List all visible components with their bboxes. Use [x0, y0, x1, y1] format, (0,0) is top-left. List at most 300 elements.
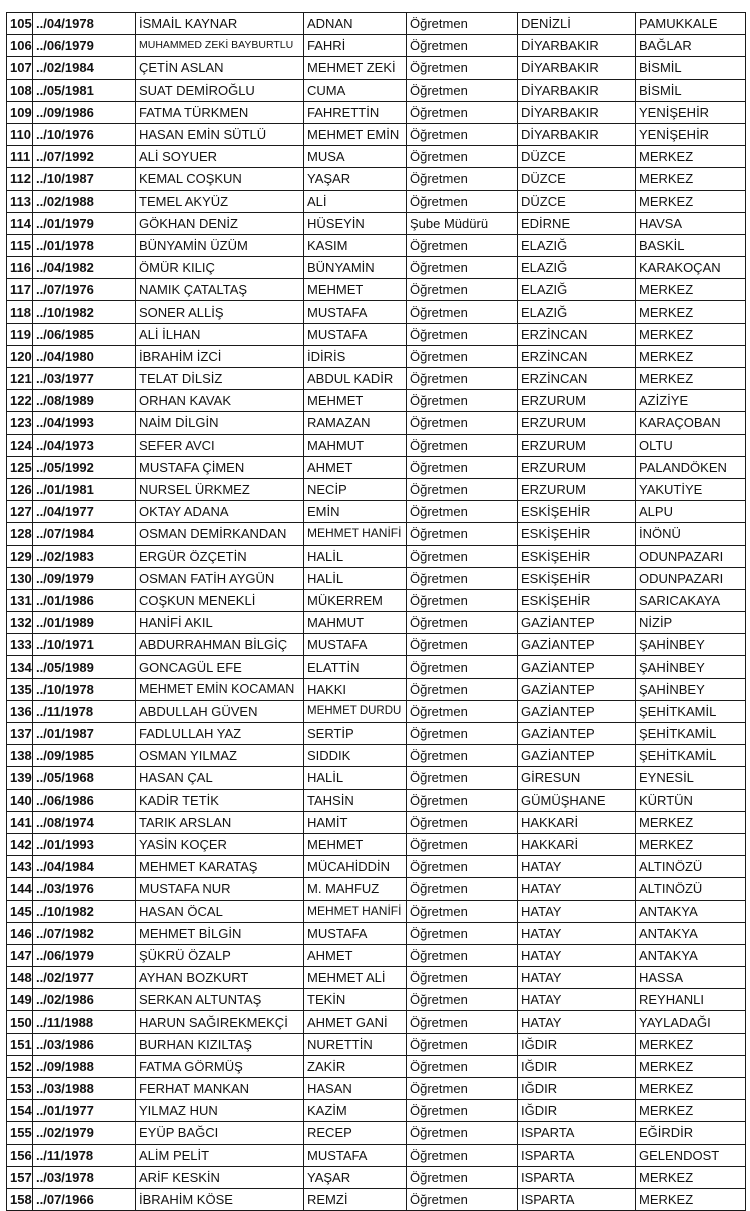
birth-date-cell: ../02/1977: [33, 967, 136, 989]
district-cell: MERKEZ: [636, 1033, 746, 1055]
province-cell: ERZURUM: [518, 412, 636, 434]
table-row: [7, 856, 746, 878]
father-name-cell: MÜCAHİDDİN: [304, 856, 407, 878]
birth-date-cell: ../02/1986: [33, 989, 136, 1011]
birth-date-cell: ../01/1977: [33, 1100, 136, 1122]
birth-date-cell: ../01/1986: [33, 589, 136, 611]
row-number-cell: 138: [7, 745, 33, 767]
birth-date-cell: ../03/1978: [33, 1166, 136, 1188]
row-number-cell: 139: [7, 767, 33, 789]
father-name-cell: HÜSEYİN: [304, 212, 407, 234]
job-title-cell: Öğretmen: [407, 922, 518, 944]
province-cell: GAZİANTEP: [518, 656, 636, 678]
district-cell: KÜRTÜN: [636, 789, 746, 811]
row-number-cell: 114: [7, 212, 33, 234]
province-cell: HATAY: [518, 944, 636, 966]
table-row: [7, 1055, 746, 1077]
father-name-cell: KASIM: [304, 234, 407, 256]
birth-date-cell: ../09/1979: [33, 567, 136, 589]
table-row: [7, 789, 746, 811]
job-title-cell: Öğretmen: [407, 567, 518, 589]
full-name-cell: MEHMET BİLGİN: [136, 922, 304, 944]
district-cell: BASKİL: [636, 234, 746, 256]
father-name-cell: KAZİM: [304, 1100, 407, 1122]
birth-date-cell: ../10/1982: [33, 301, 136, 323]
table-row: [7, 811, 746, 833]
province-cell: ERZURUM: [518, 390, 636, 412]
table-row: [7, 745, 746, 767]
job-title-cell: Öğretmen: [407, 434, 518, 456]
row-number-cell: 119: [7, 323, 33, 345]
province-cell: ESKİŞEHİR: [518, 589, 636, 611]
district-cell: MERKEZ: [636, 833, 746, 855]
district-cell: NİZİP: [636, 612, 746, 634]
father-name-cell: AHMET: [304, 456, 407, 478]
province-cell: GAZİANTEP: [518, 723, 636, 745]
job-title-cell: Öğretmen: [407, 634, 518, 656]
row-number-cell: 143: [7, 856, 33, 878]
row-number-cell: 111: [7, 146, 33, 168]
district-cell: ODUNPAZARI: [636, 545, 746, 567]
birth-date-cell: ../03/1976: [33, 878, 136, 900]
table-row: [7, 323, 746, 345]
table-row: [7, 723, 746, 745]
table-row: [7, 1011, 746, 1033]
province-cell: DİYARBAKIR: [518, 79, 636, 101]
father-name-cell: FAHRİ: [304, 35, 407, 57]
job-title-cell: Öğretmen: [407, 478, 518, 500]
full-name-cell: KEMAL COŞKUN: [136, 168, 304, 190]
province-cell: DİYARBAKIR: [518, 123, 636, 145]
district-cell: MERKEZ: [636, 168, 746, 190]
birth-date-cell: ../11/1988: [33, 1011, 136, 1033]
district-cell: MERKEZ: [636, 1166, 746, 1188]
father-name-cell: MEHMET DURDU: [304, 700, 407, 722]
province-cell: ERZURUM: [518, 456, 636, 478]
father-name-cell: TAHSİN: [304, 789, 407, 811]
father-name-cell: YAŞAR: [304, 1166, 407, 1188]
district-cell: BİSMİL: [636, 79, 746, 101]
full-name-cell: TARIK ARSLAN: [136, 811, 304, 833]
father-name-cell: BÜNYAMİN: [304, 257, 407, 279]
full-name-cell: MUSTAFA NUR: [136, 878, 304, 900]
district-cell: KARAKOÇAN: [636, 257, 746, 279]
birth-date-cell: ../05/1981: [33, 79, 136, 101]
district-cell: YAYLADAĞI: [636, 1011, 746, 1033]
district-cell: MERKEZ: [636, 1078, 746, 1100]
father-name-cell: M. MAHFUZ: [304, 878, 407, 900]
father-name-cell: HALİL: [304, 545, 407, 567]
district-cell: ALPU: [636, 501, 746, 523]
full-name-cell: ALİ İLHAN: [136, 323, 304, 345]
district-cell: AZİZİYE: [636, 390, 746, 412]
birth-date-cell: ../07/1966: [33, 1188, 136, 1210]
district-cell: SARICAKAYA: [636, 589, 746, 611]
full-name-cell: BURHAN KIZILTAŞ: [136, 1033, 304, 1055]
full-name-cell: ÇETİN ASLAN: [136, 57, 304, 79]
province-cell: DÜZCE: [518, 168, 636, 190]
province-cell: HAKKARİ: [518, 811, 636, 833]
job-title-cell: Öğretmen: [407, 79, 518, 101]
district-cell: ŞAHİNBEY: [636, 656, 746, 678]
job-title-cell: Öğretmen: [407, 190, 518, 212]
province-cell: ERZİNCAN: [518, 345, 636, 367]
table-row: [7, 368, 746, 390]
row-number-cell: 105: [7, 13, 33, 35]
birth-date-cell: ../07/1982: [33, 922, 136, 944]
birth-date-cell: ../10/1978: [33, 678, 136, 700]
full-name-cell: YASİN KOÇER: [136, 833, 304, 855]
father-name-cell: MUSTAFA: [304, 1144, 407, 1166]
province-cell: GÜMÜŞHANE: [518, 789, 636, 811]
full-name-cell: OSMAN DEMİRKANDAN: [136, 523, 304, 545]
district-cell: OLTU: [636, 434, 746, 456]
father-name-cell: HAKKI: [304, 678, 407, 700]
province-cell: HATAY: [518, 878, 636, 900]
province-cell: HATAY: [518, 856, 636, 878]
job-title-cell: Öğretmen: [407, 146, 518, 168]
father-name-cell: ZAKİR: [304, 1055, 407, 1077]
table-row: [7, 478, 746, 500]
full-name-cell: İBRAHİM İZCİ: [136, 345, 304, 367]
full-name-cell: ABDURRAHMAN BİLGİÇ: [136, 634, 304, 656]
birth-date-cell: ../01/1987: [33, 723, 136, 745]
table-row: [7, 345, 746, 367]
province-cell: ERZİNCAN: [518, 368, 636, 390]
birth-date-cell: ../11/1978: [33, 1144, 136, 1166]
full-name-cell: NURSEL ÜRKMEZ: [136, 478, 304, 500]
district-cell: ODUNPAZARI: [636, 567, 746, 589]
row-number-cell: 151: [7, 1033, 33, 1055]
table-row: [7, 767, 746, 789]
father-name-cell: AHMET GANİ: [304, 1011, 407, 1033]
father-name-cell: EMİN: [304, 501, 407, 523]
district-cell: MERKEZ: [636, 279, 746, 301]
job-title-cell: Öğretmen: [407, 878, 518, 900]
province-cell: GAZİANTEP: [518, 700, 636, 722]
birth-date-cell: ../04/1973: [33, 434, 136, 456]
father-name-cell: İDİRİS: [304, 345, 407, 367]
row-number-cell: 122: [7, 390, 33, 412]
birth-date-cell: ../06/1979: [33, 35, 136, 57]
job-title-cell: Öğretmen: [407, 944, 518, 966]
row-number-cell: 141: [7, 811, 33, 833]
province-cell: IĞDIR: [518, 1078, 636, 1100]
row-number-cell: 109: [7, 101, 33, 123]
full-name-cell: HARUN SAĞIREKMEKÇİ: [136, 1011, 304, 1033]
table-row: [7, 678, 746, 700]
province-cell: HATAY: [518, 922, 636, 944]
birth-date-cell: ../06/1979: [33, 944, 136, 966]
province-cell: DİYARBAKIR: [518, 57, 636, 79]
birth-date-cell: ../01/1993: [33, 833, 136, 855]
father-name-cell: NECİP: [304, 478, 407, 500]
table-row: [7, 634, 746, 656]
province-cell: DİYARBAKIR: [518, 101, 636, 123]
district-cell: YENİŞEHİR: [636, 123, 746, 145]
job-title-cell: Öğretmen: [407, 1144, 518, 1166]
district-cell: BAĞLAR: [636, 35, 746, 57]
province-cell: HATAY: [518, 989, 636, 1011]
birth-date-cell: ../02/1979: [33, 1122, 136, 1144]
full-name-cell: HASAN EMİN SÜTLÜ: [136, 123, 304, 145]
father-name-cell: MAHMUT: [304, 612, 407, 634]
birth-date-cell: ../01/1981: [33, 478, 136, 500]
job-title-cell: Öğretmen: [407, 234, 518, 256]
full-name-cell: TELAT DİLSİZ: [136, 368, 304, 390]
district-cell: EĞİRDİR: [636, 1122, 746, 1144]
full-name-cell: MUSTAFA ÇİMEN: [136, 456, 304, 478]
father-name-cell: FAHRETTİN: [304, 101, 407, 123]
father-name-cell: YAŞAR: [304, 168, 407, 190]
table-row: [7, 1033, 746, 1055]
birth-date-cell: ../10/1982: [33, 900, 136, 922]
province-cell: IĞDIR: [518, 1055, 636, 1077]
district-cell: ŞEHİTKAMİL: [636, 745, 746, 767]
province-cell: ISPARTA: [518, 1166, 636, 1188]
full-name-cell: OSMAN YILMAZ: [136, 745, 304, 767]
job-title-cell: Öğretmen: [407, 1033, 518, 1055]
table-row: [7, 1166, 746, 1188]
job-title-cell: Öğretmen: [407, 168, 518, 190]
job-title-cell: Öğretmen: [407, 1055, 518, 1077]
table-row: [7, 1100, 746, 1122]
job-title-cell: Öğretmen: [407, 368, 518, 390]
table-row: [7, 989, 746, 1011]
full-name-cell: YILMAZ HUN: [136, 1100, 304, 1122]
full-name-cell: ALİM PELİT: [136, 1144, 304, 1166]
district-cell: ANTAKYA: [636, 944, 746, 966]
birth-date-cell: ../05/1968: [33, 767, 136, 789]
document-sheet: [6, 12, 745, 1211]
full-name-cell: ŞÜKRÜ ÖZALP: [136, 944, 304, 966]
father-name-cell: SIDDIK: [304, 745, 407, 767]
job-title-cell: Öğretmen: [407, 900, 518, 922]
birth-date-cell: ../04/1984: [33, 856, 136, 878]
job-title-cell: Öğretmen: [407, 589, 518, 611]
row-number-cell: 121: [7, 368, 33, 390]
birth-date-cell: ../06/1985: [33, 323, 136, 345]
province-cell: GAZİANTEP: [518, 745, 636, 767]
father-name-cell: TEKİN: [304, 989, 407, 1011]
birth-date-cell: ../04/1993: [33, 412, 136, 434]
province-cell: DÜZCE: [518, 146, 636, 168]
row-number-cell: 106: [7, 35, 33, 57]
province-cell: ESKİŞEHİR: [518, 545, 636, 567]
birth-date-cell: ../11/1978: [33, 700, 136, 722]
full-name-cell: ÖMÜR KILIÇ: [136, 257, 304, 279]
full-name-cell: TEMEL AKYÜZ: [136, 190, 304, 212]
birth-date-cell: ../02/1984: [33, 57, 136, 79]
district-cell: ANTAKYA: [636, 900, 746, 922]
district-cell: GELENDOST: [636, 1144, 746, 1166]
province-cell: HATAY: [518, 900, 636, 922]
district-cell: REYHANLI: [636, 989, 746, 1011]
row-number-cell: 134: [7, 656, 33, 678]
father-name-cell: HASAN: [304, 1078, 407, 1100]
province-cell: ELAZIĞ: [518, 234, 636, 256]
table-row: [7, 833, 746, 855]
birth-date-cell: ../03/1977: [33, 368, 136, 390]
province-cell: DENİZLİ: [518, 13, 636, 35]
full-name-cell: HANİFİ AKIL: [136, 612, 304, 634]
full-name-cell: OSMAN FATİH AYGÜN: [136, 567, 304, 589]
province-cell: HATAY: [518, 967, 636, 989]
father-name-cell: NURETTİN: [304, 1033, 407, 1055]
province-cell: GAZİANTEP: [518, 612, 636, 634]
table-row: [7, 279, 746, 301]
row-number-cell: 149: [7, 989, 33, 1011]
job-title-cell: Öğretmen: [407, 989, 518, 1011]
full-name-cell: ARİF KESKİN: [136, 1166, 304, 1188]
row-number-cell: 157: [7, 1166, 33, 1188]
table-row: [7, 1144, 746, 1166]
district-cell: ŞAHİNBEY: [636, 634, 746, 656]
row-number-cell: 136: [7, 700, 33, 722]
birth-date-cell: ../04/1978: [33, 13, 136, 35]
full-name-cell: MEHMET EMİN KOCAMAN: [136, 678, 304, 700]
father-name-cell: MEHMET: [304, 390, 407, 412]
father-name-cell: MEHMET HANİFİ: [304, 523, 407, 545]
table-row: [7, 967, 746, 989]
province-cell: ELAZIĞ: [518, 257, 636, 279]
table-row: [7, 1122, 746, 1144]
job-title-cell: Öğretmen: [407, 612, 518, 634]
table-row: [7, 390, 746, 412]
job-title-cell: Öğretmen: [407, 1011, 518, 1033]
district-cell: ANTAKYA: [636, 922, 746, 944]
full-name-cell: COŞKUN MENEKLİ: [136, 589, 304, 611]
job-title-cell: Öğretmen: [407, 678, 518, 700]
row-number-cell: 146: [7, 922, 33, 944]
province-cell: ESKİŞEHİR: [518, 567, 636, 589]
row-number-cell: 107: [7, 57, 33, 79]
province-cell: IĞDIR: [518, 1033, 636, 1055]
job-title-cell: Öğretmen: [407, 723, 518, 745]
full-name-cell: ERGÜR ÖZÇETİN: [136, 545, 304, 567]
province-cell: ERZİNCAN: [518, 323, 636, 345]
job-title-cell: Öğretmen: [407, 123, 518, 145]
province-cell: ISPARTA: [518, 1144, 636, 1166]
table-row: [7, 900, 746, 922]
row-number-cell: 129: [7, 545, 33, 567]
job-title-cell: Öğretmen: [407, 545, 518, 567]
father-name-cell: SERTİP: [304, 723, 407, 745]
province-cell: IĞDIR: [518, 1100, 636, 1122]
row-number-cell: 128: [7, 523, 33, 545]
birth-date-cell: ../03/1988: [33, 1078, 136, 1100]
row-number-cell: 137: [7, 723, 33, 745]
row-number-cell: 144: [7, 878, 33, 900]
table-row: [7, 79, 746, 101]
table-row: [7, 567, 746, 589]
father-name-cell: MUSA: [304, 146, 407, 168]
row-number-cell: 148: [7, 967, 33, 989]
job-title-cell: Öğretmen: [407, 390, 518, 412]
row-number-cell: 142: [7, 833, 33, 855]
district-cell: YENİŞEHİR: [636, 101, 746, 123]
row-number-cell: 147: [7, 944, 33, 966]
row-number-cell: 110: [7, 123, 33, 145]
job-title-cell: Öğretmen: [407, 501, 518, 523]
row-number-cell: 108: [7, 79, 33, 101]
birth-date-cell: ../10/1976: [33, 123, 136, 145]
table-row: [7, 545, 746, 567]
row-number-cell: 112: [7, 168, 33, 190]
job-title-cell: Öğretmen: [407, 523, 518, 545]
father-name-cell: MEHMET HANİFİ: [304, 900, 407, 922]
birth-date-cell: ../08/1974: [33, 811, 136, 833]
row-number-cell: 133: [7, 634, 33, 656]
full-name-cell: NAMIK ÇATALTAŞ: [136, 279, 304, 301]
row-number-cell: 123: [7, 412, 33, 434]
father-name-cell: MAHMUT: [304, 434, 407, 456]
full-name-cell: HASAN ÇAL: [136, 767, 304, 789]
father-name-cell: MUSTAFA: [304, 922, 407, 944]
job-title-cell: Öğretmen: [407, 279, 518, 301]
job-title-cell: Öğretmen: [407, 301, 518, 323]
father-name-cell: MUSTAFA: [304, 323, 407, 345]
row-number-cell: 113: [7, 190, 33, 212]
district-cell: MERKEZ: [636, 1055, 746, 1077]
father-name-cell: RAMAZAN: [304, 412, 407, 434]
row-number-cell: 118: [7, 301, 33, 323]
birth-date-cell: ../04/1980: [33, 345, 136, 367]
father-name-cell: HALİL: [304, 767, 407, 789]
father-name-cell: ADNAN: [304, 13, 407, 35]
district-cell: MERKEZ: [636, 190, 746, 212]
province-cell: GİRESUN: [518, 767, 636, 789]
job-title-cell: Öğretmen: [407, 745, 518, 767]
father-name-cell: MEHMET ZEKİ: [304, 57, 407, 79]
district-cell: MERKEZ: [636, 811, 746, 833]
row-number-cell: 153: [7, 1078, 33, 1100]
row-number-cell: 125: [7, 456, 33, 478]
birth-date-cell: ../01/1979: [33, 212, 136, 234]
job-title-cell: Şube Müdürü: [407, 212, 518, 234]
birth-date-cell: ../05/1992: [33, 456, 136, 478]
full-name-cell: SEFER AVCI: [136, 434, 304, 456]
full-name-cell: GÖKHAN DENİZ: [136, 212, 304, 234]
province-cell: ERZURUM: [518, 478, 636, 500]
province-cell: ISPARTA: [518, 1188, 636, 1210]
personnel-table: [6, 12, 746, 1211]
district-cell: BİSMİL: [636, 57, 746, 79]
father-name-cell: RECEP: [304, 1122, 407, 1144]
job-title-cell: Öğretmen: [407, 700, 518, 722]
birth-date-cell: ../06/1986: [33, 789, 136, 811]
full-name-cell: ALİ SOYUER: [136, 146, 304, 168]
table-row: [7, 146, 746, 168]
row-number-cell: 150: [7, 1011, 33, 1033]
district-cell: ALTINÖZÜ: [636, 856, 746, 878]
district-cell: EYNESİL: [636, 767, 746, 789]
full-name-cell: İBRAHİM KÖSE: [136, 1188, 304, 1210]
birth-date-cell: ../04/1982: [33, 257, 136, 279]
full-name-cell: FERHAT MANKAN: [136, 1078, 304, 1100]
province-cell: DÜZCE: [518, 190, 636, 212]
father-name-cell: MEHMET: [304, 833, 407, 855]
row-number-cell: 130: [7, 567, 33, 589]
birth-date-cell: ../02/1988: [33, 190, 136, 212]
full-name-cell: MUHAMMED ZEKİ BAYBURTLU: [136, 35, 304, 57]
row-number-cell: 115: [7, 234, 33, 256]
birth-date-cell: ../05/1989: [33, 656, 136, 678]
district-cell: YAKUTİYE: [636, 478, 746, 500]
job-title-cell: Öğretmen: [407, 1122, 518, 1144]
table-row: [7, 13, 746, 35]
father-name-cell: MUSTAFA: [304, 301, 407, 323]
